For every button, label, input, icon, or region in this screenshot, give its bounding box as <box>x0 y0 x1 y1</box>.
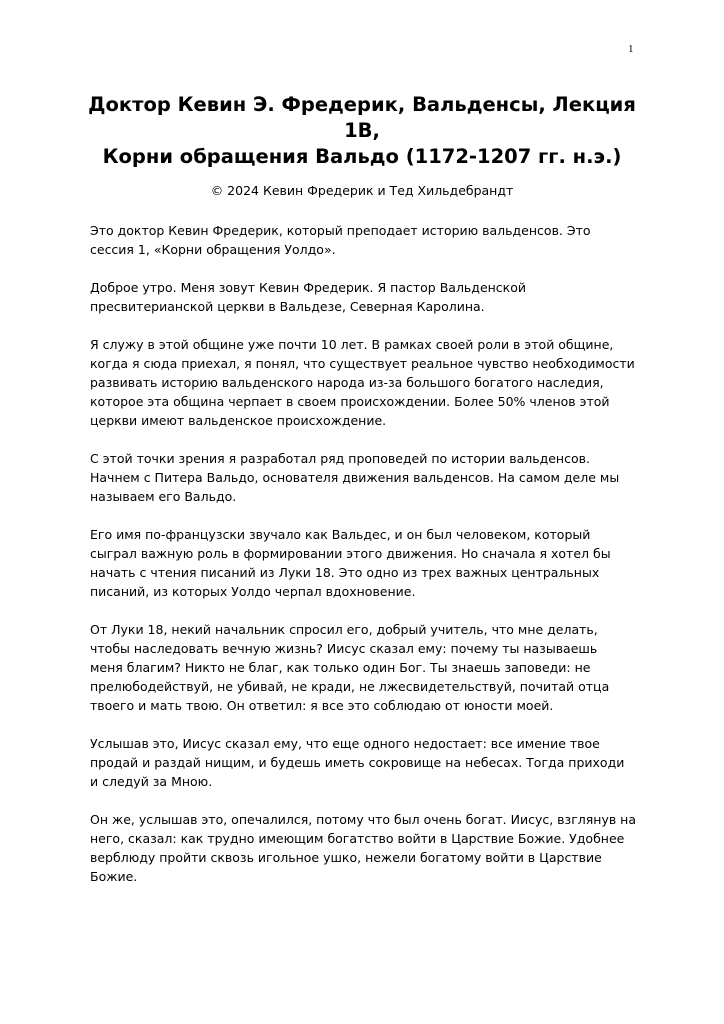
paragraph: Он же, услышав это, опечалился, потому что был очень богат. Иисус, взглянув на него, сказал: как трудно имеющим богатство войти в Царствие Божие. Удобнее верблюду пройти сквозь игольное ушко, нежели богатому войти в Царствие Божие. <box>90 812 637 884</box>
paragraph: Я служу в этой общине уже почти 10 лет. В рамках своей роли в этой общине, когда я сюда приехал, я понял, что существует реальное чувство необходимости развивать историю вальденского народа из-за большого богатого наследия, которое эта община черпает в своем происхождении. Более 50% членов этой церкви имеют вальденское происхождение. <box>90 337 635 428</box>
document-title <box>80 92 644 170</box>
copyright-line: © 2024 Кевин Фредерик и Тед Хильдебрандт <box>210 183 514 198</box>
paragraph: Это доктор Кевин Фредерик, который преподает историю вальденсов. Это сессия 1, «Корни обращения Уолдо». <box>90 223 591 257</box>
paragraph: Услышав это, Иисус сказал ему, что еще одного недостает: все имение твое продай и раздай нищим, и будешь иметь сокровище на небесах. Тогда приходи и следуй за Мною. <box>90 736 625 789</box>
paragraph: С этой точки зрения я разработал ряд проповедей по истории вальденсов. Начнем с Питера Вальдо, основателя движения вальденсов. На самом деле мы называем его Вальдо. <box>90 451 620 504</box>
title-line-1: Доктор Кевин Э. Фредерик, Вальденсы, Лекция 1В, <box>88 93 636 142</box>
title-line-2: Корни обращения Вальдо (1172-1207 гг. н.э.) <box>102 145 622 168</box>
paragraph: Его имя по-французски звучало как Вальдес, и он был человеком, который сыграл важную роль в формировании этого движения. Но сначала я хотел бы начать с чтения писаний из Луки 18. Это одно из трех важных центральных писаний, из которых Уолдо черпал вдохновение. <box>90 527 611 599</box>
document-body <box>90 221 660 905</box>
paragraph: От Луки 18, некий начальник спросил его, добрый учитель, что мне делать, чтобы наследовать вечную жизнь? Иисус сказал ему: почему ты называешь меня благим? Никто не благ, как только один Бог. Ты знаешь заповеди: не прелюбодействуй, не убивай, не кради, не лжесвидетельствуй, почитай отца твоего и мать твою. Он ответил: я все это соблюдаю от юности моей. <box>90 622 610 713</box>
paragraph: Доброе утро. Меня зовут Кевин Фредерик. Я пастор Вальденской пресвитерианской церкви в Вальдезе, Северная Каролина. <box>90 280 526 314</box>
page-number: 1 <box>628 43 634 55</box>
